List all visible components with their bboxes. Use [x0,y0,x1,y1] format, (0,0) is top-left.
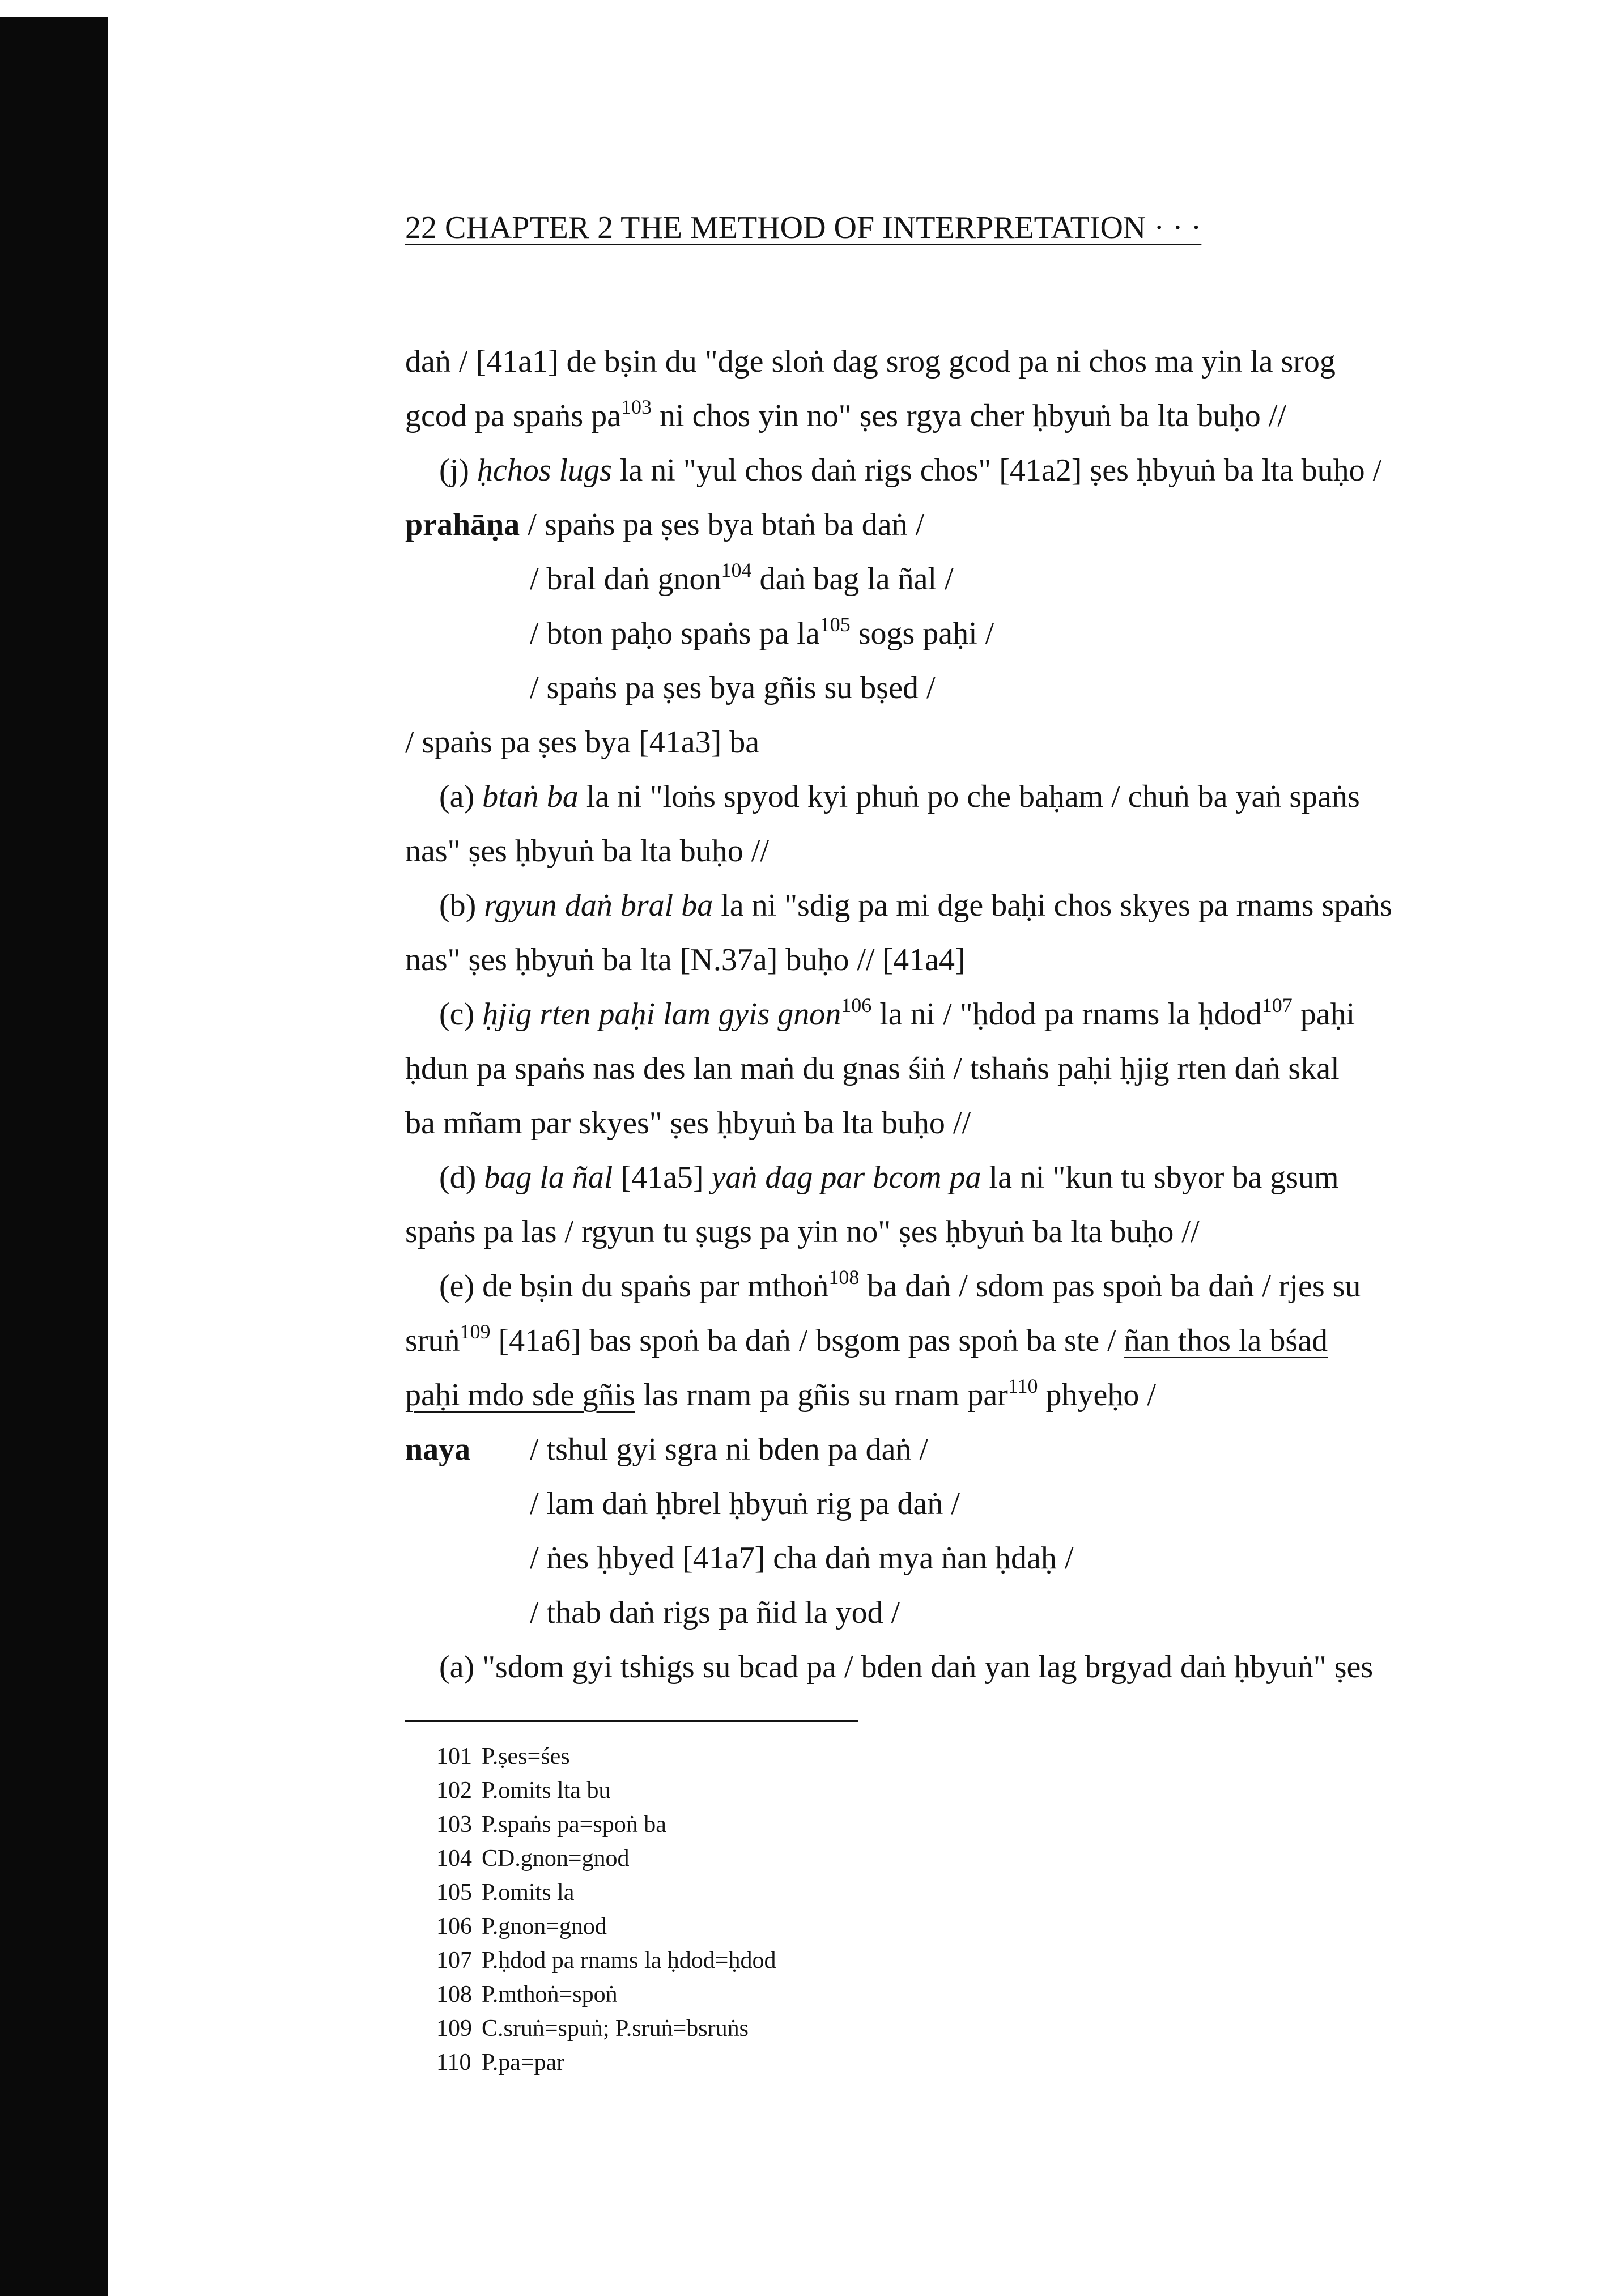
verse-line: / spaṅs pa ṣes bya gñis su bṣed / [530,670,936,705]
term: bag la ñal [484,1160,613,1195]
text-line: nas" ṣes ḥbyuṅ ba lta buḥo // [405,834,769,869]
text-line: nas" ṣes ḥbyuṅ ba lta [N.37a] buḥo // [41a4] [405,942,966,977]
footnote-divider [405,1720,858,1722]
text-line: sruṅ$^{109}$ [41a6] bas spoṅ ba daṅ / bsgom pas spoṅ ba ste / ñan thos la bśad [405,1320,1328,1358]
footnote-number: 104 [436,1846,472,1872]
term: ḥjig rten paḥi lam gyis gnon [482,997,841,1032]
footnote-ref: 103 [621,396,652,418]
footnote-ref: 104 [721,559,752,581]
footnote [436,1876,776,1910]
footnote-text: P.omits la [482,1880,575,1906]
footnote-text: P.spaṅs pa=spoṅ ba [482,1812,666,1838]
text-line: (d) bag la ñal [41a5] yaṅ dag par bcom pa la ni "kun tu sbyor ba gsum [439,1160,1339,1195]
term: yaṅ dag par bcom pa [711,1160,981,1195]
text-line: (e) de bṣin du spaṅs par mthoṅ$^{108}$ ba daṅ / sdom pas spoṅ ba daṅ / rjes su [439,1266,1361,1304]
text-line: / spaṅs pa ṣes bya [41a3] ba [405,725,760,760]
term: rgyun daṅ bral ba [484,888,713,923]
footnote-text: P.mthoṅ=spoṅ [482,1982,618,2008]
text-line: (a) btaṅ ba la ni "loṅs spyod kyi phuṅ po che baḥam / chuṅ ba yaṅ spaṅs [439,779,1360,814]
footnote-number: 102 [436,1778,472,1804]
footnote [436,2046,776,2080]
verse-line: / ṅes ḥbyed [41a7] cha daṅ mya ṅan ḥdaḥ / [530,1541,1074,1576]
footnote-number: 107 [436,1948,472,1974]
footnote-text: P.pa=par [482,2050,565,2076]
footnote [436,2012,776,2046]
main-text [405,334,1510,1694]
footnote [436,1842,776,1876]
verse-line: / bton paḥo spaṅs pa $la^{105}$ sogs paḥi / [530,613,994,651]
footnote-ref: 105 [819,613,851,636]
footnote-ref: 108 [828,1266,860,1289]
verse-line: naya / tshul gyi sgra ni bden pa daṅ / [405,1422,1510,1477]
scan-black-edge [0,17,108,2296]
footnote-text: P.omits lta bu [482,1778,611,1804]
underlined-title: paḥi mdo sde gñis [405,1377,635,1413]
footnote-number: 103 [436,1812,472,1838]
footnote [436,1978,776,2012]
footnote [436,1774,776,1808]
text-line: prahāṇa / spaṅs pa ṣes bya btaṅ ba daṅ / [405,507,925,542]
footnote-number: 106 [436,1914,472,1940]
footnote-ref: 110 [1007,1375,1038,1397]
footnote-text: P.gnon=gnod [482,1914,607,1940]
section-term: prahāṇa [405,507,520,542]
running-header: 22 CHAPTER 2 THE METHOD OF INTERPRETATION · · · [405,210,1202,245]
text-line: gcod pa spaṅs $pa^{103}$ ni chos yin no" ṣes rgya cher ḥbyuṅ ba lta buḥo // [405,396,1286,433]
footnote [436,1808,776,1842]
footnote-ref: 106 [841,994,872,1017]
term: ḥchos lugs [477,453,612,488]
footnotes [436,1740,776,2080]
footnote [436,1944,776,1978]
text-line: paḥi mdo sde gñis las rnam pa gñis su rnam par$^{110}$ phyeḥo / [405,1375,1156,1413]
footnote-text: P.ḥdod pa rnams la ḥdod=ḥdod [482,1948,776,1974]
text-line: daṅ / [41a1] de bṣin du "dge sloṅ dag srog gcod pa ni chos ma yin la srog [405,344,1336,379]
footnote-text: CD.gnon=gnod [482,1846,630,1872]
footnote-ref: 109 [460,1320,491,1343]
text-line: (b) rgyun daṅ bral ba la ni "sdig pa mi dge baḥi chos skyes pa rnams spaṅs [439,888,1392,923]
footnote-number: 101 [436,1744,472,1770]
text-line: (c) ḥjig rten paḥi lam gyis gnon$^{106}$ la ni / "ḥdod pa rnams la ḥdod$^{107}$ paḥi [439,994,1355,1032]
footnote-number: 105 [436,1880,472,1906]
footnote-ref: 107 [1261,994,1293,1017]
text-line: ḥdun pa spaṅs nas des lan maṅ du gnas śiṅ / tshaṅs paḥi ḥjig rten daṅ skal [405,1051,1340,1086]
footnote [436,1740,776,1774]
footnote [436,1910,776,1944]
text-line: (j) ḥchos lugs la ni "yul chos daṅ rigs chos" [41a2] ṣes ḥbyuṅ ba lta buḥo / [439,453,1382,488]
verse-line: / bral daṅ gnon$^{104}$ daṅ bag la ñal / [530,559,954,597]
verse-line: / thab daṅ rigs pa ñid la yod / [530,1595,900,1630]
text-line: spaṅs pa las / rgyun tu ṣugs pa yin no" ṣes ḥbyuṅ ba lta buḥo // [405,1214,1200,1249]
underlined-title: ñan thos la bśad [1124,1323,1328,1358]
term: btaṅ ba [482,779,579,814]
section-term: naya [405,1432,471,1467]
footnote-number: 109 [436,2016,472,2042]
footnote-number: 110 [436,2050,471,2076]
text-line: ba mñam par skyes" ṣes ḥbyuṅ ba lta buḥo // [405,1106,971,1141]
verse-line: / lam daṅ ḥbrel ḥbyuṅ rig pa daṅ / [530,1486,960,1521]
footnote-number: 108 [436,1982,472,2008]
footnote-text: P.ṣes=śes [482,1744,570,1770]
text-line: (a) "sdom gyi tshigs su bcad pa / bden daṅ yan lag brgyad daṅ ḥbyuṅ" ṣes [439,1649,1374,1685]
footnote-text: C.sruṅ=spuṅ; P.sruṅ=bsruṅs [482,2016,749,2042]
